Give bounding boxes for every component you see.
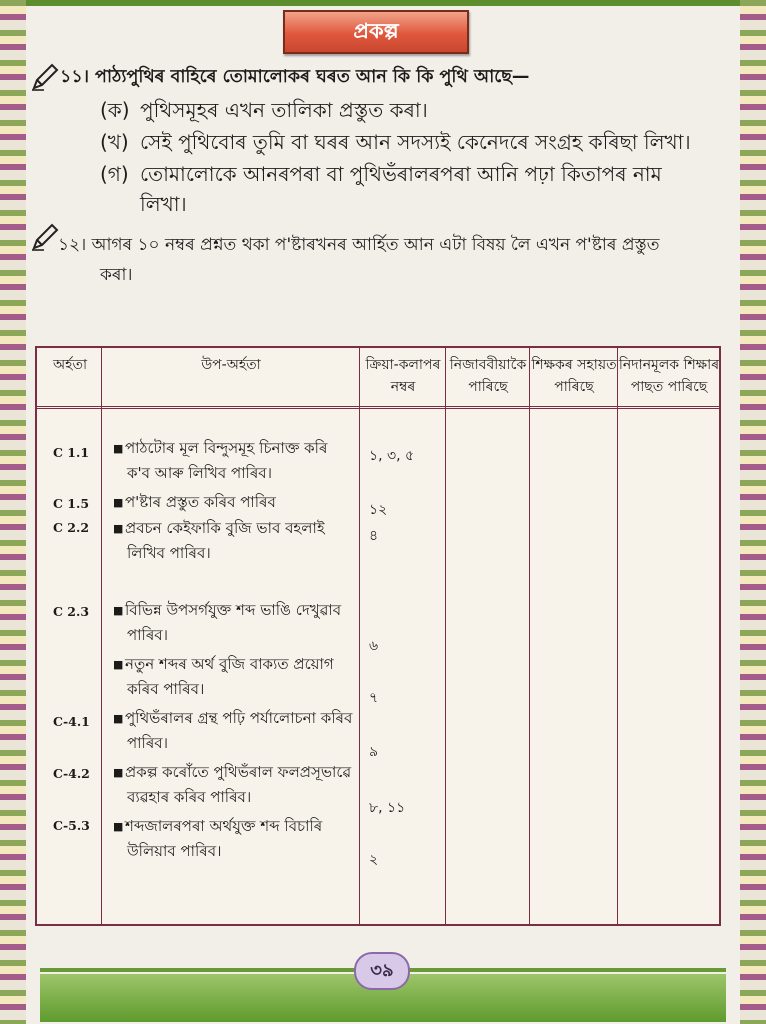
activity-number: ৬ <box>369 638 379 654</box>
decorative-border-right <box>740 0 766 1024</box>
question-11: ১১। পাঠ্যপুথিৰ বাহিৰে তোমালোকৰ ঘৰত আন কি কি পুথি আছে— <box>60 67 530 87</box>
top-band <box>26 0 740 6</box>
list-item: ■ বিভিন্ন উপসৰ্গযুক্ত শব্দ ভাঙি দেখুৱাব পাৰিব। <box>113 601 342 644</box>
activity-number: ৮, ১১ <box>369 800 406 816</box>
competency-code: C 2.2 <box>53 520 90 535</box>
section-title: প্ৰকল্প <box>283 10 469 54</box>
list-item: ■ প্ৰকল্প কৰোঁতে পুথিভঁৰাল ফলপ্ৰসূভাৱে ব্যৱহাৰ কৰিব পাৰিব। <box>113 763 352 806</box>
activity-number: ৪ <box>369 528 379 544</box>
activity-number: ২ <box>369 852 379 868</box>
activity-number: ১২ <box>369 502 388 518</box>
competency-table <box>35 346 721 926</box>
list-item: ■ পাঠটোৰ মূল বিন্দুসমূহ চিনাক্ত কৰি ক'ব আৰু লিখিব পাৰিব। <box>113 439 328 482</box>
competency-code: C-4.2 <box>53 766 90 781</box>
question-11-part-kha: (খ) সেই পুথিবোৰ তুমি বা ঘৰৰ আন সদস্যই কেনেদৰে সংগ্ৰহ কৰিছা লিখা। <box>100 130 691 154</box>
list-item: ■ নতুন শব্দৰ অৰ্থ বুজি বাক্যত প্ৰয়োগ কৰিব পাৰিব। <box>113 655 334 698</box>
question-11-part-ga: (গ) তোমালোকে আনৰপৰা বা পুথিভঁৰালৰপৰা আনি পঢ়া কিতাপৰ নাম <box>100 162 662 186</box>
page-number: ৩৯ <box>354 952 410 990</box>
activity-number: ১, ৩, ৫ <box>369 448 415 464</box>
decorative-border-left <box>0 0 26 1024</box>
header-teacher-help: শিক্ষকৰ সহায়ত পাৰিছে <box>531 357 617 395</box>
question-11-part-ga-cont: লিখা। <box>140 192 187 216</box>
header-remedial: নিদানমূলক শিক্ষাৰ পাছত পাৰিছে <box>618 357 720 395</box>
list-item: ■ পুথিভঁৰালৰ গ্ৰন্থ পঢ়ি পৰ্যালোচনা কৰিব পাৰিব। <box>113 709 353 752</box>
question-11-part-ka: (ক) পুথিসমূহৰ এখন তালিকা প্ৰস্তুত কৰা। <box>100 98 428 122</box>
competency-code: C 2.3 <box>53 604 90 619</box>
pencil-icon <box>30 222 60 252</box>
activity-number: ৭ <box>369 690 379 706</box>
list-item: ■ প'ষ্টাৰ প্ৰস্তুত কৰিব পাৰিব <box>113 493 276 511</box>
list-item: ■ শব্দজালৰপৰা অৰ্থযুক্ত শব্দ বিচাৰি উলিয়াব পাৰিব। <box>113 817 323 860</box>
list-item: ■ প্ৰবচন কেইফাকি বুজি ভাব বহলাই লিখিব পাৰিব। <box>113 519 325 562</box>
question-12: ১২। আগৰ ১০ নম্বৰ প্ৰশ্নত থকা প'ষ্টাৰখনৰ আৰ্হিত আন এটা বিষয় লৈ এখন প'ষ্টাৰ প্ৰস্তুত কৰা। <box>58 235 660 285</box>
competency-code: C-4.1 <box>53 714 90 729</box>
header-activity-number: ক্ৰিয়া-কলাপৰ নম্বৰ <box>365 357 441 395</box>
competency-code: C-5.3 <box>53 818 90 833</box>
header-competency: অৰ্হতা <box>52 357 88 373</box>
header-self: নিজাববীয়াকৈ পাৰিছে <box>449 357 527 395</box>
header-sub-competency: উপ-অৰ্হতা <box>201 357 261 373</box>
pencil-icon <box>30 62 60 92</box>
competency-code: C 1.1 <box>53 445 90 460</box>
competency-code: C 1.5 <box>53 496 90 511</box>
activity-number: ৯ <box>369 744 379 760</box>
